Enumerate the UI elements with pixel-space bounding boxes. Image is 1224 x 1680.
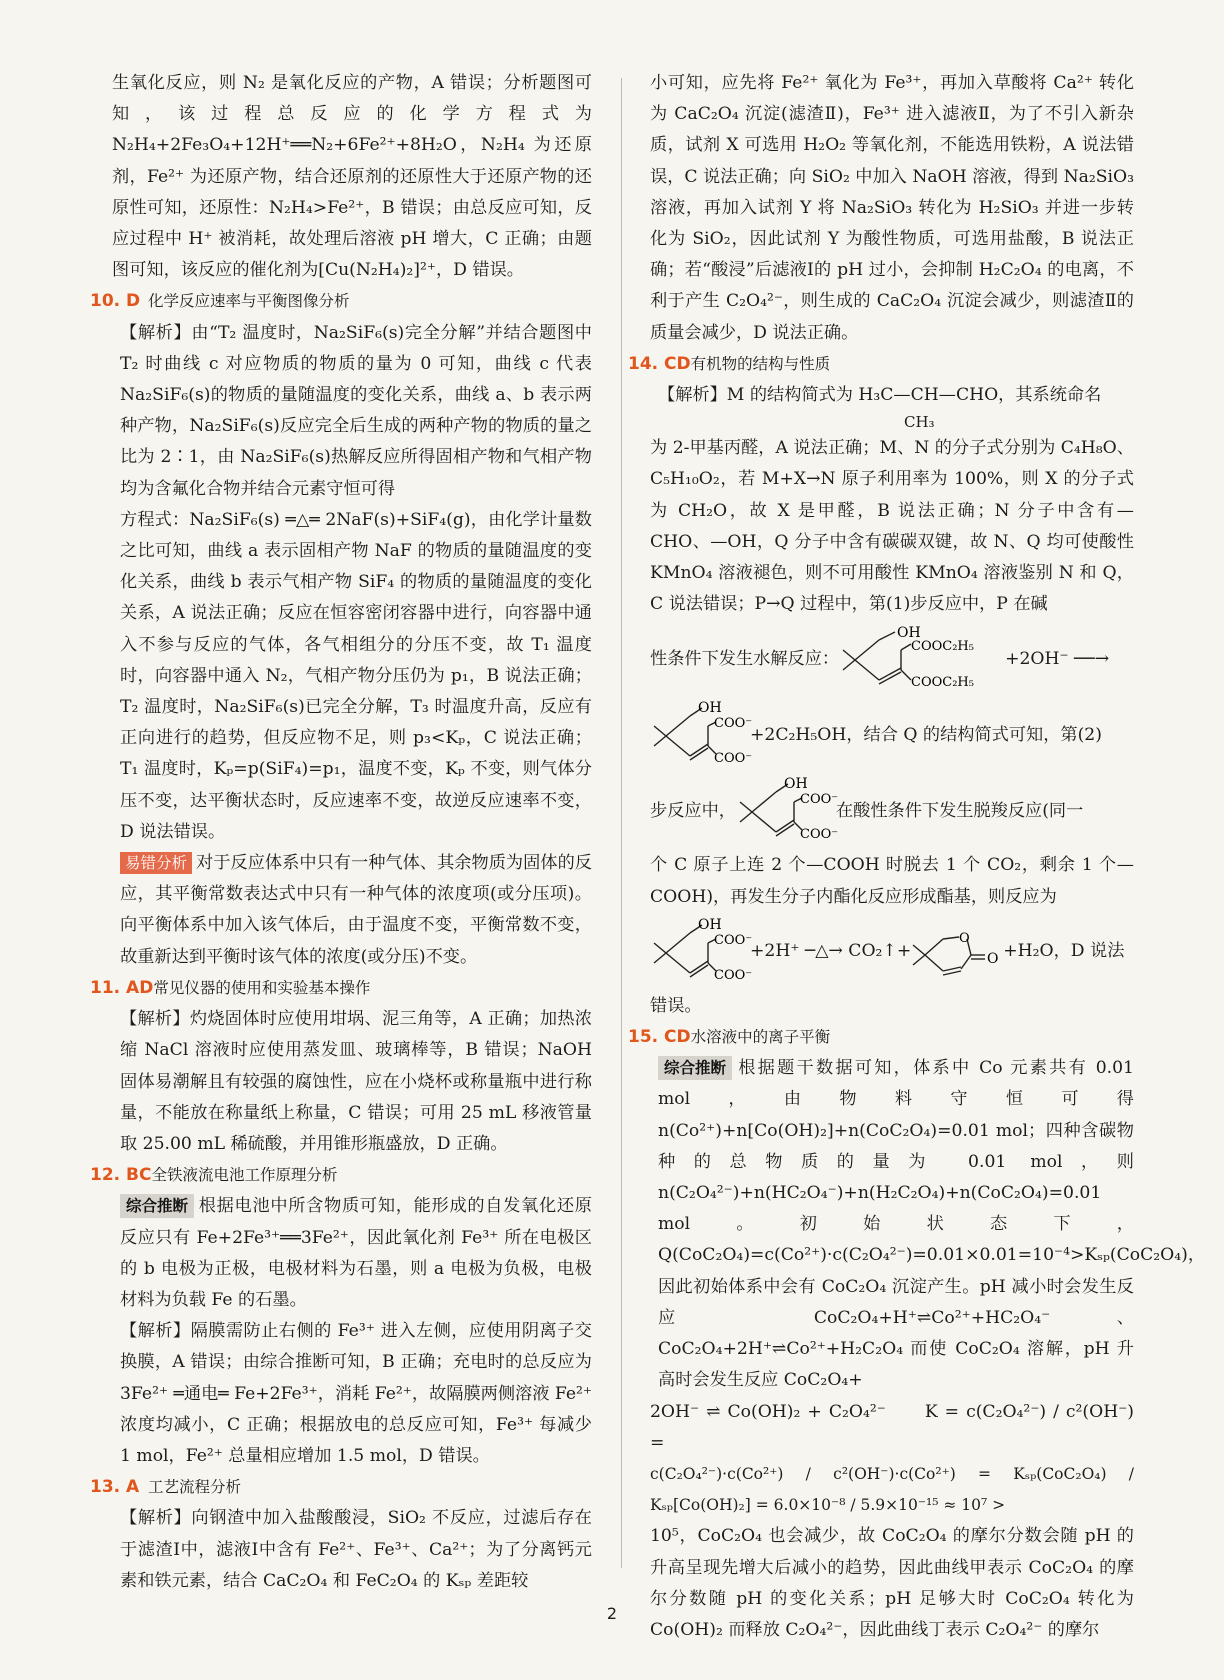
question-13-header (90, 1472, 592, 1503)
question-topic: 工艺流程分析 (148, 1478, 242, 1497)
left-column (90, 68, 592, 1597)
q15-conclusion: 10⁵，CoC₂O₄ 也会减少，故 CoC₂O₄ 的摩尔分数会随 pH 的升高呈现先增大后减小的趋势，因此曲线甲表示 CoC₂O₄ 的摩尔分数随 pH 的变化关系；pH 足够大时 CoC₂O₄ 转化为 Co(OH)₂ 而释放 C₂O₄²⁻，因此曲线丁表示 C₂O₄²⁻ 的摩尔 (650, 1526, 1134, 1640)
question-15-header (628, 1022, 1134, 1053)
q14-analysis: 为 2-甲基丙醛，A 说法正确；M、N 的分子式分别为 C₄H₈O、C₅H₁₀O₂，若 M+X→N 原子利用率为 100%，则 X 的分子式为 CH₂O，故 X 是甲醛，B 说法正确；N 分子中含有—CHO、—OH，Q 分子中含有碳碳双键，故 N、Q 均可使酸性 KMnO₄ 溶液褪色，则不可用酸性 KMnO₄ 溶液鉴别 N 和 Q，C 说法错误；P→Q 过程中，第(1)步反应中，P 在碱 (650, 438, 1134, 615)
question-12-header (90, 1160, 592, 1191)
equation-lead-text: 性条件下发生水解反应： (650, 648, 840, 669)
q12-inference (112, 1191, 592, 1316)
label-ring-O: O (959, 930, 970, 946)
page-number: 2 (606, 1604, 618, 1623)
inference-text: 根据题干数据可知，体系中 Co 元素共有 0.01 mol，由物料守恒可得 n(Co²⁺)+n[Co(OH)₂]+n(CoC₂O₄)=0.01 mol；四种含碳物种的总物质的量为 0.01 mol，则 n(C₂O₄²⁻)+n(HC₂O₄⁻)+n(H₂C₂O₄)+n(CoC₂O₄)=0.01 mol。初始状态下，Q(CoC₂O₄)=c(Co²⁺)·c(C₂O₄²⁻)=0.01×0.01=10⁻⁴>Kₛₚ(CoC₂O₄)，因此初始体系中会有 CoC₂O₄ 沉淀产生。pH 减小时会发生反应 CoC₂O₄+H⁺⇌Co²⁺+HC₂O₄⁻、CoC₂O₄+2H⁺⇌Co²⁺+H₂C₂O₄ 而使 CoC₂O₄ 溶解，pH 升高时会发生反应 CoC₂O₄+ (658, 1058, 1206, 1391)
equation-tail-2: +2C₂H₅OH，结合 Q 的结构简式可知，第(2) (750, 724, 1102, 745)
lactonization-equation (650, 915, 1134, 989)
hydrolysis-product (650, 698, 1134, 772)
question-topic: 常见仪器的使用和实验基本操作 (153, 978, 371, 997)
q10-error-analysis (112, 848, 592, 973)
label-OH: OH (698, 700, 722, 717)
equation-tail-3: +H₂O，D 说法 (1003, 941, 1125, 962)
question-topic: 水溶液中的离子平衡 (690, 1028, 831, 1047)
answer-number: 15. CD (628, 1027, 691, 1048)
question-10-header (90, 286, 592, 317)
answer-number: 14. CD (628, 353, 691, 374)
label-carboxylate-2: COO⁻ (799, 827, 839, 843)
question-topic: 全铁液流电池工作原理分析 (151, 1166, 338, 1185)
q14-conclusion: 错误。 (650, 995, 702, 1016)
q15-inference (650, 1053, 1206, 1396)
lactone-structure (911, 915, 1003, 989)
q14-analysis-line1: 【解析】M 的结构简式为 H₃C—CH—CHO，其系统命名 (658, 385, 1102, 406)
question-14-header (628, 349, 1134, 380)
inference-tag: 综合推断 (120, 1194, 194, 1218)
label-ester-1: COOC₂H₅ (911, 639, 975, 655)
error-analysis-tag: 易错分析 (120, 852, 192, 874)
label-carboxylate-1: COO⁻ (714, 932, 753, 948)
dicarboxylate-structure-3 (650, 915, 753, 989)
hydrolysis-equation (650, 622, 1134, 696)
question-topic: 化学反应速率与平衡图像分析 (148, 292, 350, 311)
q10-analysis: 【解析】由“T₂ 温度时，Na₂SiF₆(s)完全分解”并结合题图中 T₂ 时曲线 c 对应物质的物质的量为 0 可知，曲线 c 代表 Na₂SiF₆(s)的物质的量随温度的变化关系，曲线 a、b 表示两种产物，Na₂SiF₆(s)反应完全后生成的两种产物的物质的量之比为 2∶1，由 Na₂SiF₆(s)热解反应所得固相产物和气相产物均为含氟化合物并结合元素守恒可得 (120, 322, 592, 499)
step2-tail: 在酸性条件下发生脱羧反应(同一 (835, 800, 1084, 821)
answer-number: 13. A (90, 1477, 140, 1498)
answer-number: 10. D (90, 291, 141, 312)
equation-mid: +2H⁺ ─△→ CO₂↑+ (750, 941, 912, 962)
equation-tail-1: +2OH⁻ ──→ (1005, 648, 1110, 669)
q14-decarboxylation-text: 个 C 原子上连 2 个—COOH 时脱去 1 个 CO₂，剩余 1 个—COOH)，再发生分子内酯化反应形成酯基，则反应为 (650, 855, 1134, 907)
error-analysis-text: 对于反应体系中只有一种气体、其余物质为固体的反应，其平衡常数表达式中只有一种气体的浓度项(或分压项)。向平衡体系中加入该气体后，由于温度不变，平衡常数不变，故重新达到平衡时该气体的浓度(或分压)不变。 (120, 853, 592, 967)
label-OH: OH (698, 916, 722, 933)
label-OH: OH (897, 625, 921, 642)
label-OH: OH (783, 776, 808, 793)
label-carbonyl-O: O (987, 950, 999, 967)
dicarboxylate-structure (650, 698, 753, 772)
q13-analysis: 【解析】向钢渣中加入盐酸酸浸，SiO₂ 不反应，过滤后存在于滤渣Ⅰ中，滤液Ⅰ中含有 Fe²⁺、Fe³⁺、Ca²⁺；为了分离钙元素和铁元素，结合 CaC₂O₄ 和 FeC₂O₄ 的 Kₛₚ 差距较 (120, 1508, 592, 1591)
q15-equilibrium-line: 2OH⁻ ⇌ Co(OH)₂ + C₂O₄²⁻ K = c(C₂O₄²⁻) / c²(OH⁻) = (650, 1401, 1134, 1453)
question-topic: 有机物的结构与性质 (690, 354, 831, 373)
inference-tag: 综合推断 (658, 1056, 732, 1080)
dicarboxylate-structure-2 (736, 774, 839, 848)
label-carboxylate-2: COO⁻ (714, 967, 753, 983)
label-carboxylate-1: COO⁻ (714, 716, 753, 732)
diester-structure (839, 622, 975, 696)
inference-text: 根据电池中所含物质可知，能形成的自发氧化还原反应只有 Fe+2Fe³⁺══3Fe²⁺，因此氧化剂 Fe³⁺ 所在电极区的 b 电极为正极，电极材料为石墨，则 a 电极为负极，电极材料为负载 Fe 的石墨。 (120, 1196, 592, 1310)
question-11-header (90, 973, 592, 1004)
q14-ch3-branch: CH₃ (904, 413, 935, 432)
q10-analysis-2: 方程式：Na₂SiF₆(s) ═△═ 2NaF(s)+SiF₄(g)，由化学计量数之比可知，曲线 a 表示固相产物 NaF 的物质的量随温度的变化关系，曲线 b 表示气相产物 SiF₄ 的物质的量随温度的变化关系，A 说法正确；反应在恒容密闭容器中进行，向容器中通入不参与反应的气体，各气相组分的分压不变，故 T₁ 温度时，向容器中通入 N₂，气相产物分压仍为 p₁，B 说法正确；T₂ 温度时，Na₂SiF₆(s)已完全分解，T₃ 时温度升高，反应有正向进行的趋势，但反应物不足，则 p₃<Kₚ，C 说法正确；T₁ 温度时，Kₚ=p(SiF₄)=p₁，温度不变，Kₚ 不变，则气体分压不变，达平衡状态时，反应速率不变，故逆反应速率不变，D 说法错误。 (120, 509, 592, 842)
answer-13-continuation: 小可知，应先将 Fe²⁺ 氧化为 Fe³⁺，再加入草酸将 Ca²⁺ 转化为 CaC₂O₄ 沉淀(滤渣Ⅱ)，Fe³⁺ 进入滤液Ⅱ，为了不引入新杂质，试剂 X 可选用 H₂O₂ 等氧化剂，不能选用铁粉，A 说法错误，C 说法正确；向 SiO₂ 中加入 NaOH 溶液，得到 Na₂SiO₃ 溶液，再加入试剂 Y 将 Na₂SiO₃ 转化为 H₂SiO₃ 并进一步转化为 SiO₂，因此试剂 Y 为酸性物质，可选用盐酸，B 说法正确；若“酸浸”后滤液Ⅰ的 pH 过小，会抑制 H₂C₂O₄ 的电离，不利于产生 C₂O₄²⁻，则生成的 CaC₂O₄ 沉淀会减少，则滤渣Ⅱ的质量会减少，D 说法正确。 (650, 73, 1134, 343)
label-carboxylate-2: COO⁻ (714, 751, 753, 767)
answer-number: 12. BC (90, 1165, 152, 1186)
label-ester-2: COOC₂H₅ (911, 675, 975, 691)
q11-analysis: 【解析】灼烧固体时应使用坩埚、泥三角等，A 正确；加热浓缩 NaCl 溶液时应使用蒸发皿、玻璃棒等，B 错误；NaOH 固体易潮解且有较强的腐蚀性，应在小烧杯或称量瓶中进行称量，不能放在称量纸上称量，C 错误；可用 25 mL 移液管量取 25.00 mL 稀硫酸，并用锥形瓶盛放，D 正确。 (120, 1009, 592, 1154)
right-column (628, 68, 1206, 1646)
label-carboxylate-1: COO⁻ (799, 792, 839, 808)
q15-k-fraction: c(C₂O₄²⁻)·c(Co²⁺) / c²(OH⁻)·c(Co²⁺) = Kₛₚ(CoC₂O₄) / Kₛₚ[Co(OH)₂] = 6.0×10⁻⁸ / 5.9×10⁻¹⁵ ≈ 10⁷ > (650, 1464, 1134, 1515)
step2-lead: 步反应中， (650, 800, 736, 821)
column-divider (621, 78, 622, 1568)
answer-9-continuation: 生氧化反应，则 N₂ 是氧化反应的产物，A 错误；分析题图可知，该过程总反应的化学方程式为 N₂H₄+2Fe₃O₄+12H⁺══N₂+6Fe²⁺+8H₂O，N₂H₄ 为还原剂，Fe²⁺ 为还原产物，结合还原剂的还原性大于还原产物的还原性可知，还原性：N₂H₄>Fe²⁺，B 错误；由总反应可知，反应过程中 H⁺ 被消耗，故处理后溶液 pH 增大，C 正确；由题图可知，该反应的催化剂为[Cu(N₂H₄)₂]²⁺，D 错误。 (112, 73, 592, 281)
decarboxylation-line (650, 774, 1134, 848)
q12-analysis: 【解析】隔膜需防止右侧的 Fe³⁺ 进入左侧，应使用阴离子交换膜，A 错误；由综合推断可知，B 正确；充电时的总反应为 3Fe²⁺ ═通电═ Fe+2Fe³⁺，消耗 Fe²⁺，故隔膜两侧溶液 Fe²⁺ 浓度均减小，C 正确；根据放电的总反应可知，Fe³⁺ 每减少 1 mol，Fe²⁺ 总量相应增加 1.5 mol，D 错误。 (120, 1321, 592, 1466)
answer-number: 11. AD (90, 977, 154, 998)
